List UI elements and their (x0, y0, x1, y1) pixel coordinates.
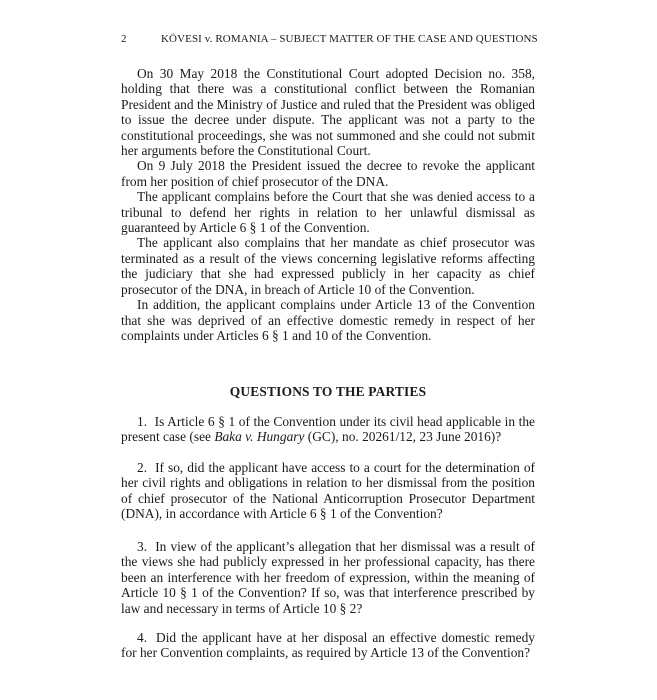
question-1 (121, 414, 535, 445)
question-text: Is Article 6 § 1 of the Convention under its civil head applicable in the present case (see (121, 414, 535, 445)
paragraph-article-6-complaint: The applicant complains before the Court that she was denied access to a tribunal to defend her rights in relation to her unlawful dismissal as guaranteed by Article 6 § 1 of the Convention. (121, 189, 535, 236)
question-3 (121, 539, 535, 616)
paragraph-article-13-complaint: In addition, the applicant complains under Article 13 of the Convention that she was deprived of an effective domestic remedy in respect of her complaints under Articles 6 § 1 and 10 of the Convention. (121, 297, 535, 343)
paragraph-revocation-decree: On 9 July 2018 the President issued the decree to revoke the applicant from her position of chief prosecutor of the DNA. (121, 158, 535, 189)
question-4 (121, 630, 535, 661)
questions-heading: QUESTIONS TO THE PARTIES (229, 384, 427, 399)
subject-matter-section (121, 66, 535, 343)
question-2 (121, 460, 535, 522)
running-header (121, 33, 557, 45)
paragraph-constitutional-court-decision: On 30 May 2018 the Constitutional Court adopted Decision no. 358, holding that there was a constitutional conflict between the Romanian President and the Ministry of Justice and ruled that the President was obliged to issue the decree under dispute. The applicant was not a party to the constitutional proceedings, she was not summoned and she could not submit her arguments before the Constitutional Court. (121, 66, 535, 159)
page-number: 2 (121, 33, 127, 45)
question-number: 3. (137, 539, 148, 554)
question-text: If so, did the applicant have access to a court for the determination of her civil rights and obligations in relation to her dismissal from the position of chief prosecutor of the National Anticorruption Prosecutor Department (DNA), in accordance with Article 6 § 1 of the Convention? (121, 460, 535, 522)
running-title: KÖVESI v. ROMANIA – SUBJECT MATTER OF THE CASE AND QUESTIONS (161, 33, 538, 45)
question-text: In view of the applicant’s allegation that her dismissal was a result of the views she had publicly expressed in her professional capacity, has there been an interference with her freedom of expression, within the meaning of Article 10 § 1 of the Convention? If so, was that interference prescribed by law and necessary in terms of Article 10 § 2? (121, 539, 535, 616)
question-text-continued: (GC), no. 20261/12, 23 June 2016)? (304, 429, 502, 445)
question-text: Did the applicant have at her disposal an effective domestic remedy for her Convention complaints, as required by Article 13 of the Convention? (121, 630, 535, 661)
case-citation: Baka v. Hungary (214, 429, 305, 445)
question-number: 2. (137, 460, 148, 475)
question-number: 1. (137, 414, 148, 429)
question-number: 4. (137, 630, 148, 645)
paragraph-article-10-complaint: The applicant also complains that her mandate as chief prosecutor was terminated as a result of the views concerning legislative reforms affecting the judiciary that she had expressed publicly in her capacity as chief prosecutor of the DNA, in breach of Article 10 of the Convention. (121, 235, 535, 297)
